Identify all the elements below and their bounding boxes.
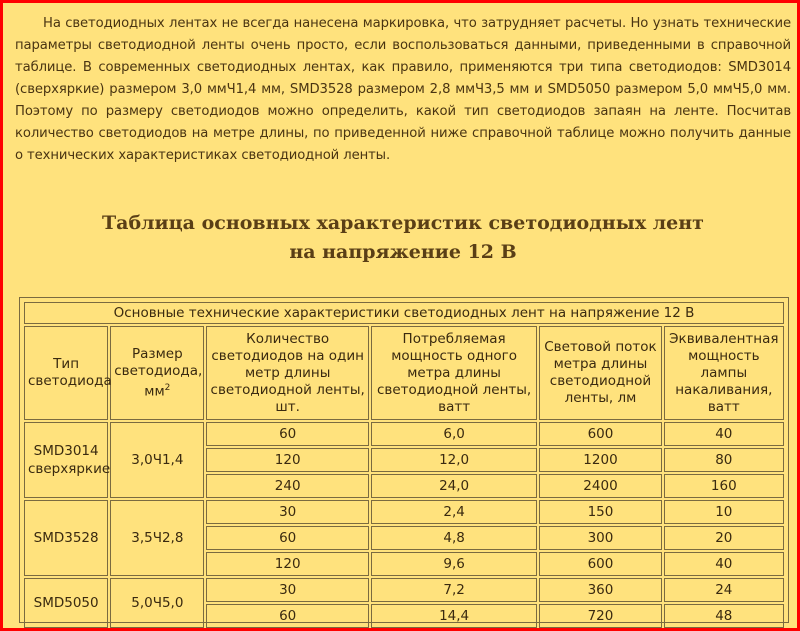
cell-led-type: SMD3014 сверхяркие <box>24 422 108 498</box>
header-count: Количество светодиодов на один метр длины светодиодной ленты, шт. <box>206 326 368 420</box>
cell-power: 9,6 <box>371 552 537 576</box>
cell-equiv: 160 <box>664 474 784 498</box>
cell-equiv: 40 <box>664 422 784 446</box>
cell-led-type: SMD5050 <box>24 578 108 628</box>
cell-flux: 150 <box>539 500 661 524</box>
cell-flux: 600 <box>539 552 661 576</box>
cell-count: 60 <box>206 526 368 550</box>
cell-power: 2,4 <box>371 500 537 524</box>
cell-power: 4,8 <box>371 526 537 550</box>
cell-count: 120 <box>206 448 368 472</box>
cell-power: 14,4 <box>371 604 537 628</box>
header-size-sup: 2 <box>164 382 171 393</box>
cell-led-size: 3,5Ч2,8 <box>110 500 204 576</box>
table-row <box>24 422 784 446</box>
cell-count: 60 <box>206 604 368 628</box>
cell-equiv: 40 <box>664 552 784 576</box>
table-title <box>3 209 800 267</box>
cell-flux: 2400 <box>539 474 661 498</box>
cell-flux: 1200 <box>539 448 661 472</box>
spec-table-wrapper <box>19 297 789 623</box>
cell-power: 12,0 <box>371 448 537 472</box>
cell-count: 30 <box>206 500 368 524</box>
header-type: Тип светодиода <box>24 326 108 420</box>
cell-equiv: 24 <box>664 578 784 602</box>
cell-flux: 360 <box>539 578 661 602</box>
cell-count: 120 <box>206 552 368 576</box>
cell-led-size: 5,0Ч5,0 <box>110 578 204 628</box>
cell-flux: 600 <box>539 422 661 446</box>
table-title-line2: на напряжение 12 В <box>289 241 517 263</box>
table-row <box>24 578 784 602</box>
header-size <box>110 326 204 420</box>
cell-flux: 720 <box>539 604 661 628</box>
cell-equiv: 48 <box>664 604 784 628</box>
cell-power: 6,0 <box>371 422 537 446</box>
cell-flux: 300 <box>539 526 661 550</box>
table-row <box>24 500 784 524</box>
cell-led-type: SMD3528 <box>24 500 108 576</box>
cell-equiv: 10 <box>664 500 784 524</box>
intro-paragraph: На светодиодных лентах не всегда нанесена маркировка, что затрудняет расчеты. Но узнать технические параметры светодиодной ленты очень просто, если воспользоваться данными, приведенными в справочной таблице. В современных светодиодных лентах, как правило, применяются три типа светодиодов: SMD3014 (сверхяркие) размером 3,0 ммЧ1,4 мм, SMD3528 размером 2,8 ммЧ3,5 мм и SMD5050 размером 5,0 ммЧ5,0 мм. Поэтому по размеру светодиодов можно определить, какой тип светодиодов запаян на ленте. Посчитав количество светодиодов на метре длины, по приведенной ниже справочной таблице можно получить данные о технических характеристиках светодиодной ленты. <box>15 16 791 163</box>
cell-led-size: 3,0Ч1,4 <box>110 422 204 498</box>
header-flux: Световой поток метра длины светодиодной ленты, лм <box>539 326 661 420</box>
cell-count: 60 <box>206 422 368 446</box>
cell-count: 30 <box>206 578 368 602</box>
cell-power: 7,2 <box>371 578 537 602</box>
spec-table <box>22 300 786 630</box>
cell-count: 240 <box>206 474 368 498</box>
header-equiv: Эквивалентная мощность лампы накаливания, ватт <box>664 326 784 420</box>
header-power: Потребляемая мощность одного метра длины светодиодной ленты, ватт <box>371 326 537 420</box>
cell-equiv: 80 <box>664 448 784 472</box>
table-caption: Основные технические характеристики светодиодных лент на напряжение 12 В <box>24 302 784 324</box>
table-title-line1: Таблица основных характеристик светодиодных лент <box>102 212 704 234</box>
header-size-label: Размер светодиода, мм <box>114 345 203 400</box>
cell-power: 24,0 <box>371 474 537 498</box>
cell-equiv: 20 <box>664 526 784 550</box>
